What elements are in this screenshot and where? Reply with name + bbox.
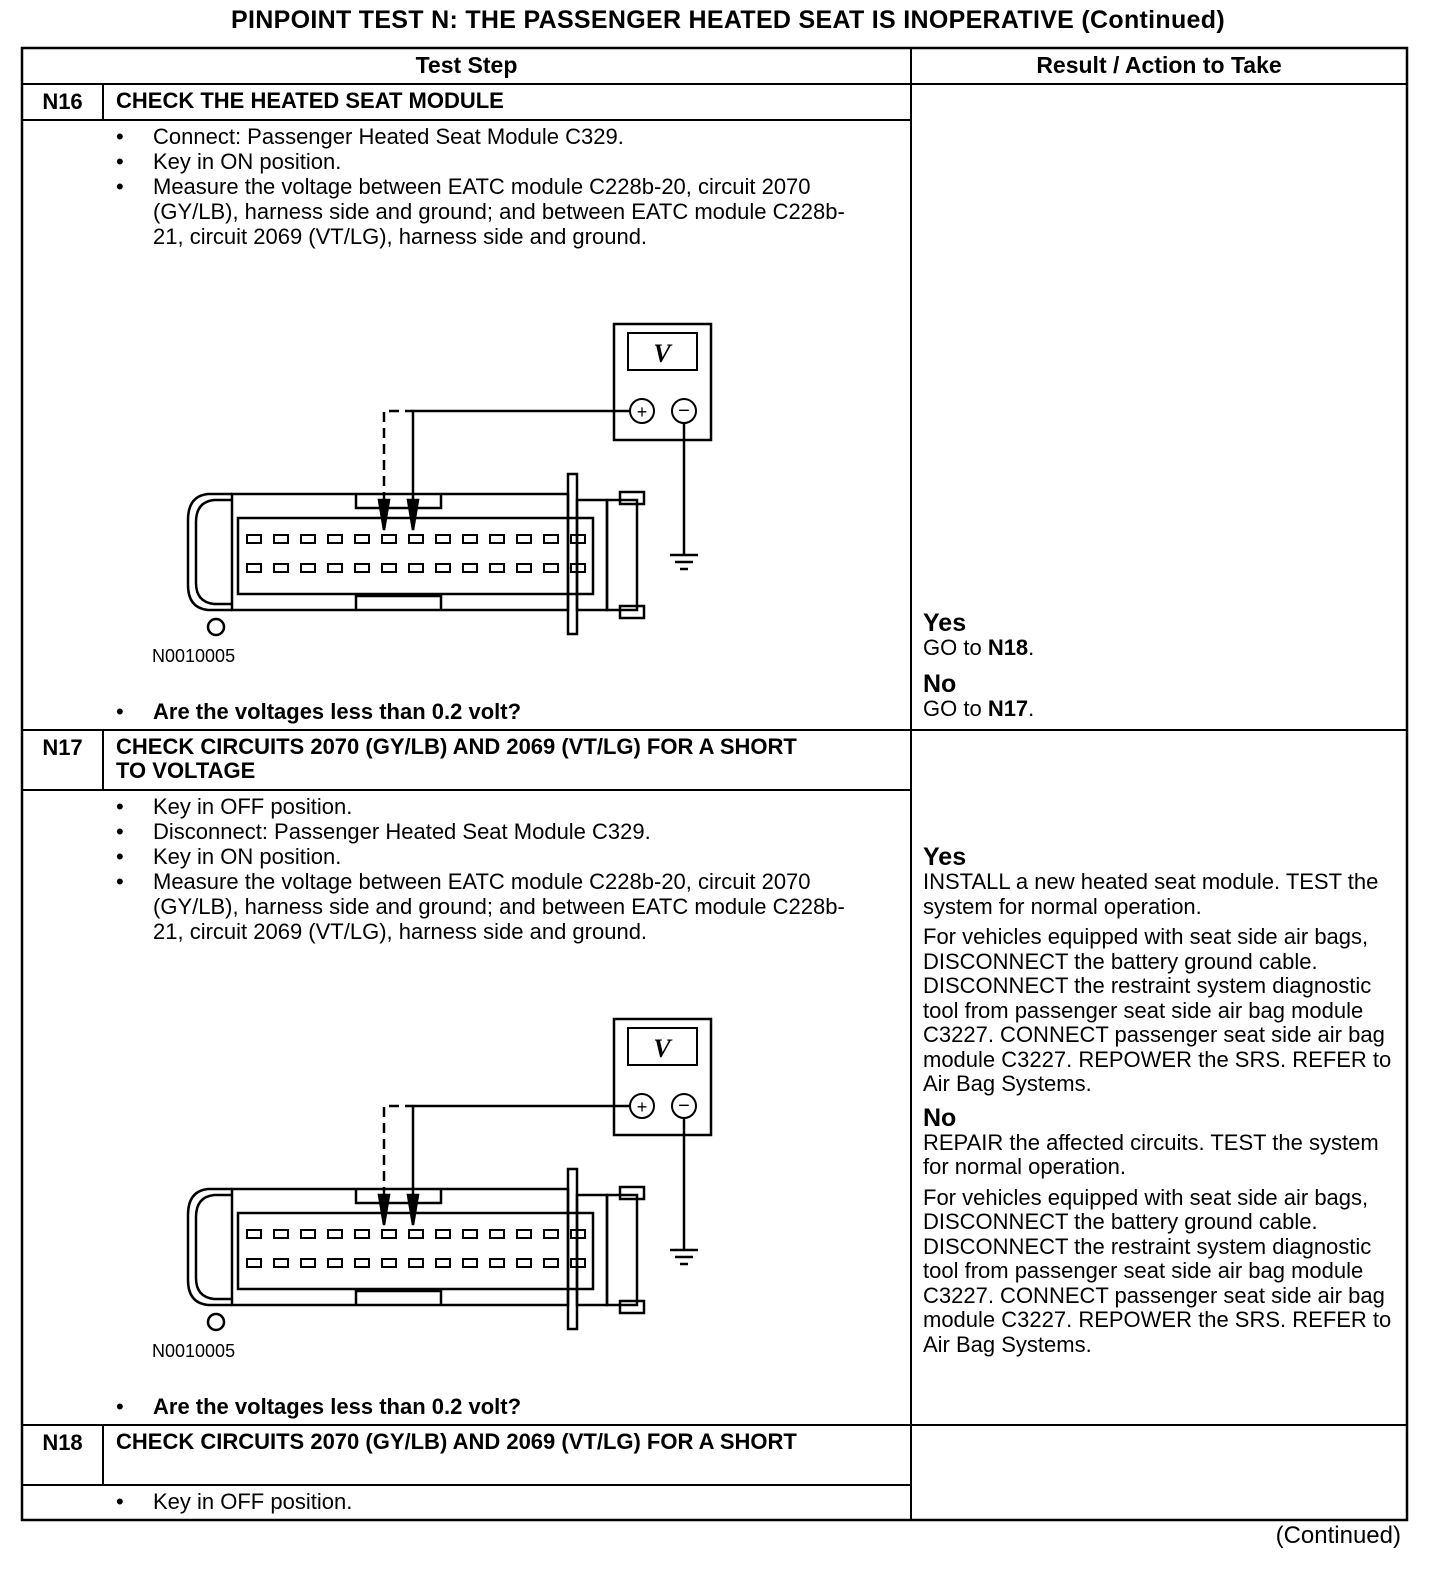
result-no-action: GO to N17. — [923, 695, 1035, 721]
result-yes-action: GO to N18. — [923, 635, 1035, 660]
instruction-item: • Key in ON position. — [113, 844, 853, 869]
instruction-item: • Connect: Passenger Heated Seat Module C329. — [113, 124, 853, 149]
step-title-n16: CHECK THE HEATED SEAT MODULE — [116, 88, 504, 113]
instruction-item: • Key in OFF position. — [113, 1489, 853, 1514]
result-yes-text: INSTALL a new heated seat module. TEST the system for normal operation. — [923, 869, 1379, 919]
plus-terminal-icon: + — [636, 1097, 648, 1117]
result-yes-label: Yes — [923, 843, 967, 871]
voltmeter-diagram-n16 — [0, 0, 911, 730]
ground-icon — [670, 1250, 698, 1264]
continued-label: (Continued) — [1275, 1522, 1401, 1549]
instruction-item: • Key in ON position. — [113, 149, 853, 174]
connector-c228b — [188, 1169, 644, 1330]
connector-pins — [247, 535, 585, 572]
result-n16 — [923, 610, 1393, 721]
result-no-note: For vehicles equipped with seat side air bags, DISCONNECT the battery ground cable. DISCONNECT the restraint system diagnostic tool from passenger seat side air bag module C3227. CONNECT passenger seat side air bag module C3227. REPOWER the SRS. REFER to Air Bag Systems. — [923, 1184, 1392, 1357]
connector-pins — [247, 1230, 585, 1267]
ground-icon — [670, 555, 698, 569]
figure-id-n17: N0010005 — [152, 1341, 236, 1361]
connector-c228b — [188, 474, 644, 635]
voltmeter-diagram-n17 — [0, 695, 911, 1425]
instruction-item: • Key in OFF position. — [113, 794, 853, 819]
result-no-label: No — [923, 1103, 957, 1132]
question-n17: • Are the voltages less than 0.2 volt? — [113, 1394, 521, 1420]
step-title-n18: CHECK CIRCUITS 2070 (GY/LB) AND 2069 (VT/LG) FOR A SHORT — [116, 1429, 797, 1454]
plus-terminal-icon: + — [636, 402, 648, 422]
result-no-text: REPAIR the affected circuits. TEST the system for normal operation. — [923, 1129, 1379, 1179]
instruction-item: • Disconnect: Passenger Heated Seat Module C329. — [113, 819, 853, 844]
result-yes-note: For vehicles equipped with seat side air bags, DISCONNECT the battery ground cable. DISCONNECT the restraint system diagnostic tool from passenger seat side air bag module C3227. CONNECT passenger seat side air bag module C3227. REPOWER the SRS. REFER to Air Bag Systems. — [923, 924, 1392, 1096]
result-no-label: No — [923, 669, 957, 698]
step-id-n17: N17 — [42, 735, 83, 760]
goto-link-n17[interactable]: N17 — [987, 695, 1029, 721]
step-instructions-n18 — [113, 1489, 853, 1514]
step-title-n17: CHECK CIRCUITS 2070 (GY/LB) AND 2069 (VT/LG) FOR A SHORT TO VOLTAGE — [116, 734, 797, 783]
minus-terminal-icon: − — [678, 400, 690, 422]
step-id-n18: N18 — [42, 1430, 83, 1455]
instruction-item: • Measure the voltage between EATC module C228b-20, circuit 2070 (GY/LB), harness side and ground; and between EATC module C228b-21, circuit 2069 (VT/LG), harness side and ground. — [113, 869, 853, 944]
step-id-n16: N16 — [42, 89, 83, 114]
result-n17 — [923, 844, 1393, 1357]
question-n16: • Are the voltages less than 0.2 volt? — [113, 699, 521, 725]
instruction-item: • Measure the voltage between EATC module C228b-20, circuit 2070 (GY/LB), harness side and ground; and between EATC module C228b-21, circuit 2069 (VT/LG), harness side and ground. — [113, 174, 853, 249]
goto-link-n18[interactable]: N18 — [987, 635, 1029, 660]
figure-id-n16: N0010005 — [152, 646, 236, 666]
minus-terminal-icon: − — [678, 1095, 690, 1117]
page-title: PINPOINT TEST N: THE PASSENGER HEATED SEAT IS INOPERATIVE (Continued) — [231, 6, 1225, 34]
column-header-test-step: Test Step — [415, 52, 518, 78]
meter-symbol: V — [653, 1034, 671, 1063]
meter-symbol: V — [653, 339, 671, 368]
result-yes-label: Yes — [923, 609, 967, 637]
column-header-result: Result / Action to Take — [1036, 52, 1282, 78]
